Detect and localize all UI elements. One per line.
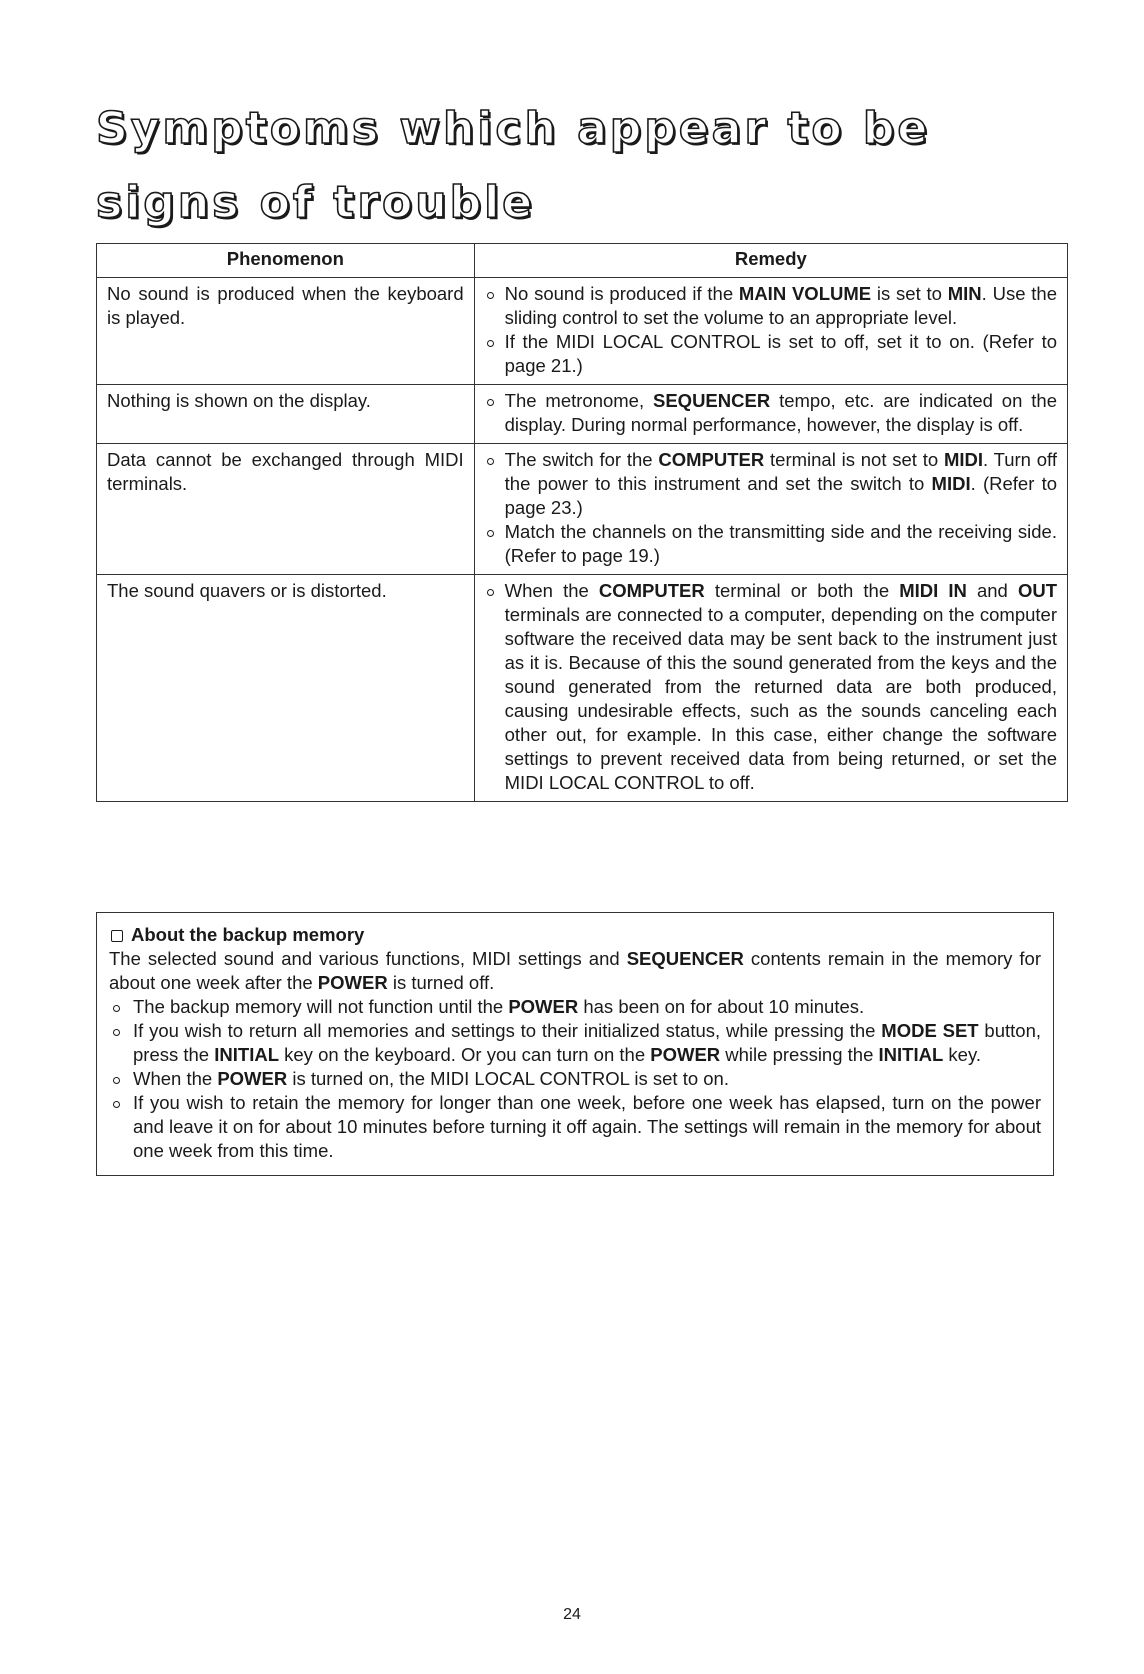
remedy-item — [483, 520, 1057, 568]
backup-memory-item — [109, 1019, 1041, 1067]
backup-memory-box — [96, 912, 1054, 1176]
text-run: If you wish to retain the memory for longer than one week, before one week has elapsed, turn on the power and leave it on for about 10 minutes before turning it off again. The settings will remain in the memory for about one week from this time. — [133, 1092, 1041, 1161]
phenomenon-cell: Nothing is shown on the display. — [97, 385, 475, 444]
bold-term: MIDI — [931, 473, 971, 494]
remedy-cell — [474, 575, 1067, 802]
table-body — [97, 278, 1068, 802]
troubleshooting-table — [96, 243, 1068, 802]
backup-memory-item — [109, 995, 1041, 1019]
text-run: tempo, etc. are indicated on the display. During normal performance, however, the display is off. — [504, 390, 1057, 435]
backup-memory-intro — [109, 947, 1041, 995]
remedy-item — [483, 330, 1057, 378]
bold-term: MODE SET — [881, 1020, 979, 1041]
circle-bullet-icon — [113, 1029, 120, 1036]
text-run: The switch for the — [504, 449, 659, 470]
text-run: If you wish to return all memories and settings to their initialized status, while pressing the — [133, 1020, 882, 1041]
remedy-item — [483, 282, 1057, 330]
circle-bullet-icon — [113, 1005, 120, 1012]
text-run: is set to — [871, 283, 948, 304]
bold-term: POWER — [508, 996, 579, 1017]
bold-term: COMPUTER — [658, 449, 765, 470]
text-run: When the — [504, 580, 599, 601]
text-run: The selected sound and various functions, MIDI settings and — [109, 948, 627, 969]
text-run: No sound is produced if the — [504, 283, 739, 304]
phenomenon-cell: The sound quavers or is distorted. — [97, 575, 475, 802]
circle-bullet-icon — [487, 292, 494, 299]
phenomenon-cell: No sound is produced when the keyboard is played. — [97, 278, 475, 385]
text-run: . Turn off the power to this instrument and set the switch to — [504, 449, 1057, 494]
remedy-list — [483, 282, 1057, 378]
text-run: The metronome, — [504, 390, 653, 411]
backup-memory-heading — [109, 923, 1041, 947]
text-run: button, press the — [133, 1020, 1041, 1065]
bold-term: MIN — [947, 283, 982, 304]
bold-term: MAIN VOLUME — [738, 283, 872, 304]
remedy-list — [483, 448, 1057, 568]
backup-memory-item — [109, 1067, 1041, 1091]
column-header-phenomenon: Phenomenon — [97, 244, 475, 278]
remedy-list — [483, 389, 1057, 437]
bold-term: COMPUTER — [598, 580, 705, 601]
text-run: has been on for about 10 minutes. — [578, 996, 865, 1017]
circle-bullet-icon — [487, 399, 494, 406]
text-run: key on the keyboard. Or you can turn on the — [279, 1044, 651, 1065]
remedy-cell — [474, 444, 1067, 575]
bold-term: SEQUENCER — [653, 390, 771, 411]
circle-bullet-icon — [487, 458, 494, 465]
circle-bullet-icon — [113, 1101, 120, 1108]
bold-term: OUT — [1017, 580, 1057, 601]
bold-term: MIDI IN — [899, 580, 967, 601]
backup-memory-title: About the backup memory — [131, 924, 365, 945]
column-header-remedy: Remedy — [474, 244, 1067, 278]
bold-term: POWER — [317, 972, 388, 993]
backup-memory-item — [109, 1091, 1041, 1163]
text-run: and — [966, 580, 1018, 601]
text-run: is turned off. — [387, 972, 495, 993]
text-run: When the — [133, 1068, 218, 1089]
page-number: 24 — [563, 1606, 581, 1623]
remedy-list — [483, 579, 1057, 795]
table-row — [97, 575, 1068, 802]
square-bullet-icon — [111, 930, 123, 942]
remedy-item — [483, 579, 1057, 795]
backup-memory-list — [109, 995, 1041, 1163]
remedy-item — [483, 389, 1057, 437]
circle-bullet-icon — [487, 530, 494, 537]
bold-term: POWER — [650, 1044, 721, 1065]
circle-bullet-icon — [487, 589, 494, 596]
text-run: terminal is not set to — [764, 449, 944, 470]
text-run: If the MIDI LOCAL CONTROL is set to off, set it to on. (Refer to page 21.) — [504, 331, 1057, 376]
table-row — [97, 444, 1068, 575]
circle-bullet-icon — [113, 1077, 120, 1084]
remedy-item — [483, 448, 1057, 520]
text-run: terminals are connected to a computer, depending on the computer software the received data may be sent back to the instrument just as it is. Because of this the sound generated from the keys and the sound generated from the returned data are both produced, causing undesirable effects, such as the sounds canceling each other out, for example. In this case, either change the software settings to prevent received data from being returned, or set the MIDI LOCAL CONTROL to off. — [504, 604, 1057, 793]
text-run: . (Refer to page 23.) — [504, 473, 1057, 518]
bold-term: POWER — [217, 1068, 288, 1089]
text-run: Match the channels on the transmitting side and the receiving side. (Refer to page 19.) — [504, 521, 1057, 566]
bold-term: SEQUENCER — [626, 948, 744, 969]
text-run: is turned on, the MIDI LOCAL CONTROL is set to on. — [287, 1068, 729, 1089]
text-run: while pressing the — [720, 1044, 879, 1065]
table-row — [97, 278, 1068, 385]
text-run: . Use the sliding control to set the volume to an appropriate level. — [504, 283, 1057, 328]
text-run: The backup memory will not function until the — [133, 996, 509, 1017]
bold-term: INITIAL — [878, 1044, 944, 1065]
text-run: contents remain in the memory for about one week after the — [109, 948, 1042, 993]
text-run: terminal or both the — [704, 580, 900, 601]
bold-term: MIDI — [943, 449, 984, 470]
table-header-row — [97, 244, 1068, 278]
circle-bullet-icon — [487, 340, 494, 347]
bold-term: INITIAL — [214, 1044, 279, 1065]
phenomenon-cell: Data cannot be exchanged through MIDI terminals. — [97, 444, 475, 575]
text-run: key. — [943, 1044, 981, 1065]
table-row — [97, 385, 1068, 444]
remedy-cell — [474, 385, 1067, 444]
remedy-cell — [474, 278, 1067, 385]
page-title: Symptoms which appear to be signs of trouble — [96, 103, 931, 228]
